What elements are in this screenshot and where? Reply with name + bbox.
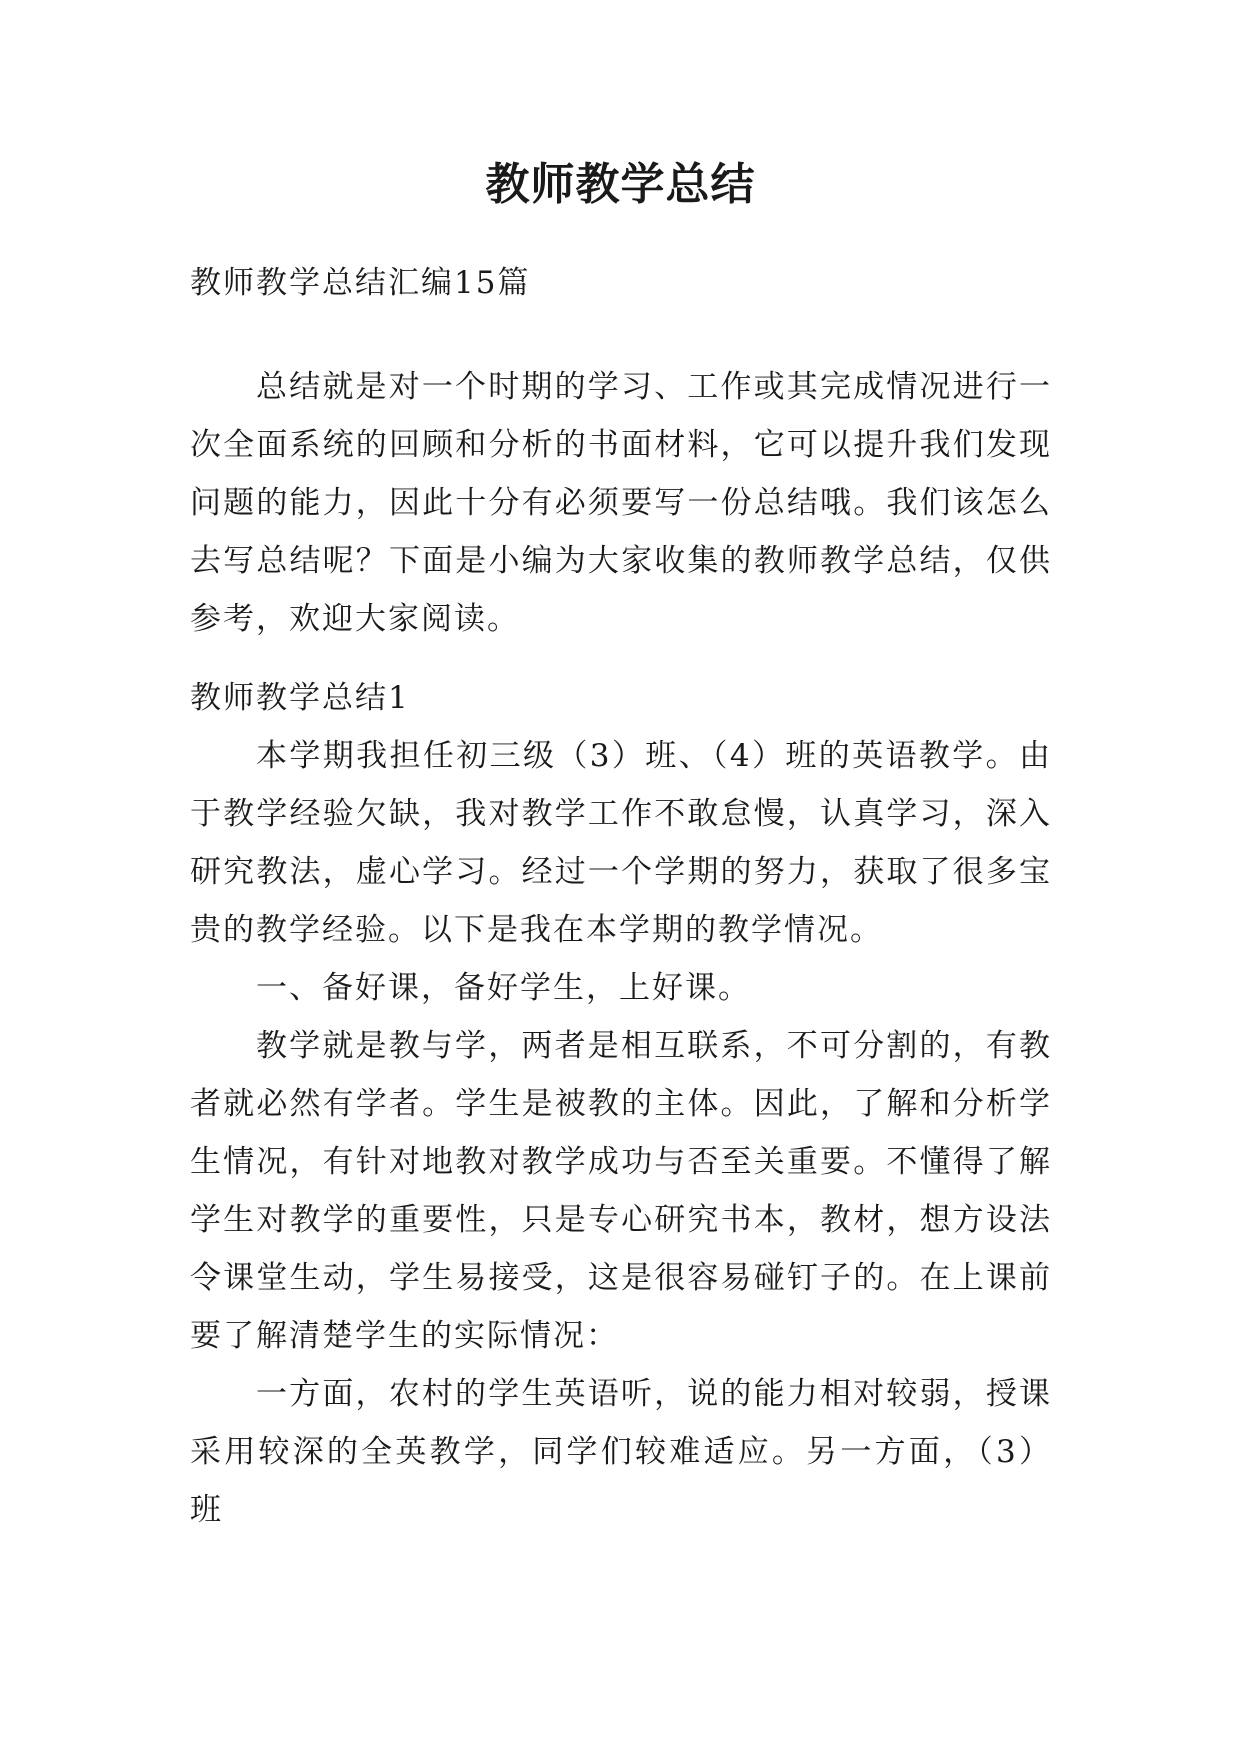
body-paragraph: 一、备好课，备好学生，上好课。 bbox=[256, 970, 751, 1006]
body-paragraph: 教学就是教与学，两者是相互联系，不可分割的，有教者就必然有学者。学生是被教的主体。因此，了解和分析学生情况，有针对地教对教学成功与否至关重要。不懂得了解学生对教学的重要性，只是专心研究书本，教材，想方设法令课堂生动，学生易接受，这是很容易碰钉子的。在上课前要了解清楚学生的实际情况： bbox=[190, 1028, 1052, 1354]
body-paragraph: 一方面，农村的学生英语听，说的能力相对较弱，授课采用较深的全英教学，同学们较难适应。另一方面，（3）班 bbox=[190, 1376, 1052, 1528]
document-title: 教师教学总结 bbox=[485, 159, 756, 210]
intro-paragraph: 总结就是对一个时期的学习、工作或其完成情况进行一次全面系统的回顾和分析的书面材料，它可以提升我们发现问题的能力，因此十分有必须要写一份总结哦。我们该怎么去写总结呢？下面是小编为大家收集的教师教学总结，仅供参考，欢迎大家阅读。 bbox=[190, 369, 1052, 637]
document-subtitle: 教师教学总结汇编15篇 bbox=[190, 265, 531, 301]
section-body bbox=[190, 727, 1052, 1539]
body-paragraph: 本学期我担任初三级（3）班、（4）班的英语教学。由于教学经验欠缺，我对教学工作不敢怠慢，认真学习，深入研究教法，虚心学习。经过一个学期的努力，获取了很多宝贵的教学经验。以下是我在本学期的教学情况。 bbox=[190, 738, 1052, 948]
section-heading: 教师教学总结1 bbox=[190, 680, 410, 716]
